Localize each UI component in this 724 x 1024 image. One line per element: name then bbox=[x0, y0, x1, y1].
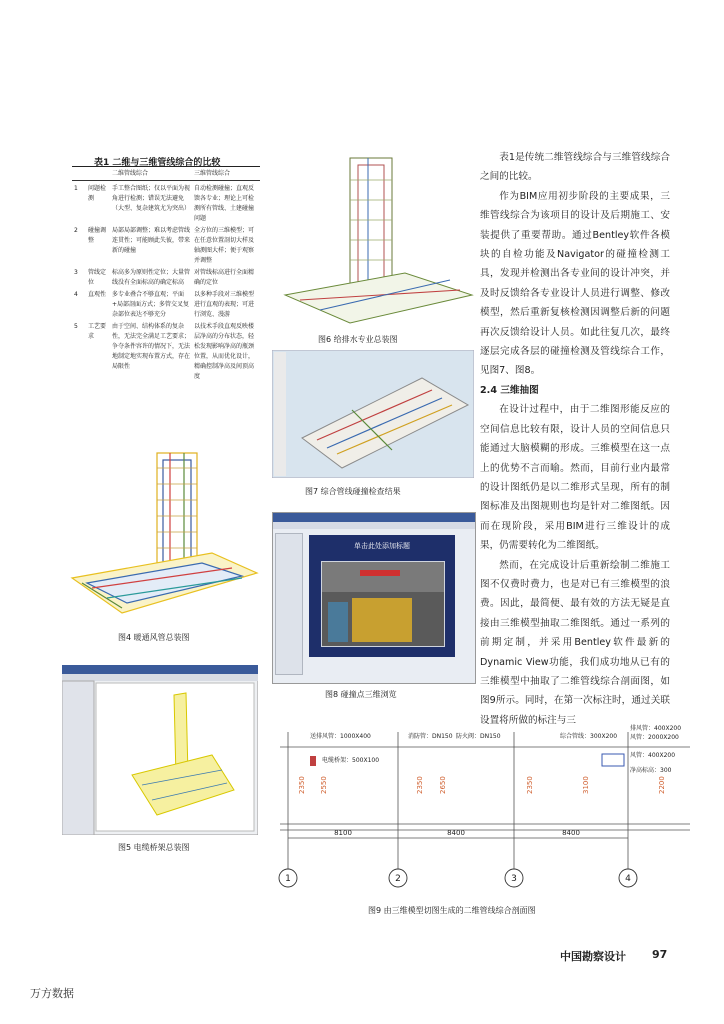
body-text bbox=[480, 148, 670, 730]
grid-id: 2 bbox=[395, 874, 401, 884]
menu-bar bbox=[273, 522, 475, 529]
paragraph: 表1是传统二维管线综合与三维管线综合之间的比较。 bbox=[480, 152, 670, 183]
journal-title: 中国勘察设计 bbox=[560, 950, 626, 963]
fig4-caption: 图4 暖通风管总装图 bbox=[118, 633, 190, 642]
span-label: 8100 bbox=[334, 829, 352, 837]
note-label: 送排风管：1000X400 bbox=[310, 733, 371, 740]
fig5-caption: 图5 电缆桥架总装图 bbox=[118, 843, 190, 852]
note-label: 防火阀：DN150 bbox=[456, 733, 501, 740]
height-label: 2350 bbox=[298, 776, 306, 794]
paragraph: 然而，在完成设计后重新绘制二维施工图不仅费时费力，也是对已有三维模型的浪费。因此，最简便、最有效的方法无疑是直接由三维模型抽取二维图纸。通过一系列的前期定制，并采用Bentley软件最新的Dynamic View功能，我们成功地从已有的三维模型中抽取了二维管线综合剖面图，如图9所示。同时，在第一次标注时，通过关联设置将所做的标注与三 bbox=[480, 559, 670, 726]
row-number: 1 bbox=[74, 185, 78, 192]
section-heading: 2.4 三维抽图 bbox=[480, 384, 539, 396]
height-label: 2550 bbox=[320, 776, 328, 794]
note-label: 综合管线：300X200 bbox=[560, 733, 618, 740]
note-label: 风管：400X200 bbox=[630, 752, 676, 759]
table-header: 三维管线综合 bbox=[192, 168, 260, 181]
row-3d: 全方位的三维模型；可在任意位置剖切大样及轴测图大样；便于观察并调整 bbox=[194, 227, 255, 264]
row-category: 工艺要求 bbox=[88, 323, 107, 340]
row-number: 4 bbox=[74, 291, 78, 298]
row-2d: 局部局部调整；难以考虑管线连贯性；可能顾此失彼，带来新的碰撞 bbox=[112, 227, 191, 254]
row-number: 3 bbox=[74, 269, 78, 276]
table-row bbox=[72, 289, 260, 321]
title-bar bbox=[273, 513, 475, 522]
row-2d: 手工整合图纸；仅以平面为视角进行检测；错误无法避免（大型、复杂建筑尤为突出） bbox=[112, 185, 191, 212]
note-label: 电缆桥架：500X100 bbox=[322, 757, 380, 764]
row-3d: 自动检测碰撞；直观反馈各专业；理论上可检测所有管线、土建碰撞问题 bbox=[194, 185, 255, 222]
fig9-section-drawing bbox=[270, 712, 710, 894]
note-label: 风管：2000X200 bbox=[630, 734, 679, 741]
row-number: 5 bbox=[74, 323, 78, 330]
row-3d: 以多种手段对三维模型进行直观的表现；可进行浏览、漫游 bbox=[194, 291, 255, 318]
table-row bbox=[72, 225, 260, 267]
paragraph: 在设计过程中，由于二维图形能反应的空间信息比较有限，设计人员的空间信息只能通过大脑模糊的形成。三维模型在这一点上的优势不言而喻。然而，目前行业内最常的设计图纸仍是以二维形式呈现，所有的制图标准及出图规则也均是针对二维图纸。因而在现阶段，采用BIM进行三维设计的成果，仍需要转化为二维图纸。 bbox=[480, 404, 670, 552]
row-category: 碰撞调整 bbox=[88, 227, 107, 244]
row-2d: 多专业叠合不够直观；平面+局部剖面方式；多管交叉复杂部位表达不够充分 bbox=[112, 291, 190, 318]
span-label: 8400 bbox=[447, 829, 465, 837]
note-label: 消防管：DN150 bbox=[408, 733, 453, 740]
fig5-cable-tray-screenshot bbox=[62, 665, 258, 835]
height-label: 2350 bbox=[416, 776, 424, 794]
watermark: 万方数据 bbox=[30, 987, 74, 1000]
fig7-clash-check-image bbox=[272, 350, 474, 478]
note-label: 净高标高：300 bbox=[630, 767, 672, 774]
table-header bbox=[72, 168, 86, 181]
table-header bbox=[86, 168, 110, 181]
table-header-row bbox=[72, 168, 260, 181]
height-label: 2650 bbox=[439, 776, 447, 794]
grid-id: 1 bbox=[285, 874, 291, 884]
row-3d: 对管线标高进行全面精确的定位 bbox=[194, 269, 255, 286]
fig6-caption: 图6 给排水专业总装图 bbox=[318, 335, 398, 344]
grid-id: 4 bbox=[625, 874, 631, 884]
table-header: 二维管线综合 bbox=[110, 168, 192, 181]
grid-id: 3 bbox=[511, 874, 517, 884]
fig4-hvac-model-image bbox=[62, 448, 262, 626]
fig9-caption: 图9 由三维模型切图生成的二维管线综合剖面图 bbox=[368, 906, 536, 915]
table-row bbox=[72, 181, 260, 226]
viewport-3d bbox=[321, 561, 445, 647]
height-label: 2200 bbox=[658, 776, 666, 794]
row-number: 2 bbox=[74, 227, 78, 234]
row-category: 问题检测 bbox=[88, 185, 107, 202]
fig7-caption: 图7 综合管线碰撞检查结果 bbox=[305, 487, 401, 496]
note-label: 排风管：400X200 bbox=[630, 725, 682, 732]
row-category: 直观性 bbox=[88, 291, 107, 298]
row-2d: 标高多为原则性定位；大量管线没有全面标高的确定标高 bbox=[112, 269, 191, 286]
fig6-plumbing-model-image bbox=[280, 155, 475, 327]
row-3d: 以技术手段直观反映楼层净高的分布状态，轻松发现影响净高的瓶颈位置，从而优化设计，精确控制净高及间顶高度 bbox=[194, 323, 255, 380]
fig8-presentation-screenshot bbox=[272, 512, 476, 684]
paragraph: 作为BIM应用初步阶段的主要成果，三维管线综合为该项目的设计及后期施工、安装提供了重要帮助。通过Bentley软件各模块的自检功能及Navigator的碰撞检测工具，发现并检测出各专业间的设计冲突，并及时反馈给各专业设计人员进行调整、修改模型，然后重新复核检测因调整后新的问题再次反馈给设计人员。如此往复几次，最终逐层完成各层的碰撞检测及管线综合工作，见图7、图8。 bbox=[480, 190, 670, 377]
page-number: 97 bbox=[652, 948, 668, 961]
row-2d: 由于空间、结构体系的复杂性，无法完全满足工艺要求；争夺条件容许的情况下，无法地制定地实现布置方式，存在局限性 bbox=[112, 323, 191, 370]
table-top-rule bbox=[72, 166, 260, 167]
height-label: 3100 bbox=[582, 776, 590, 794]
row-category: 管线定位 bbox=[88, 269, 107, 286]
span-label: 8400 bbox=[562, 829, 580, 837]
slide-title: 单击此处添加标题 bbox=[354, 542, 410, 550]
table-row bbox=[72, 267, 260, 289]
comparison-table bbox=[72, 168, 260, 383]
table-title: 表1 二维与三维管线综合的比较 bbox=[94, 158, 221, 168]
slide-thumbnails-panel bbox=[275, 533, 303, 675]
fig8-caption: 图8 碰撞点三维浏览 bbox=[325, 690, 397, 699]
slide-canvas bbox=[309, 535, 455, 657]
table-row bbox=[72, 321, 260, 383]
height-label: 2350 bbox=[526, 776, 534, 794]
